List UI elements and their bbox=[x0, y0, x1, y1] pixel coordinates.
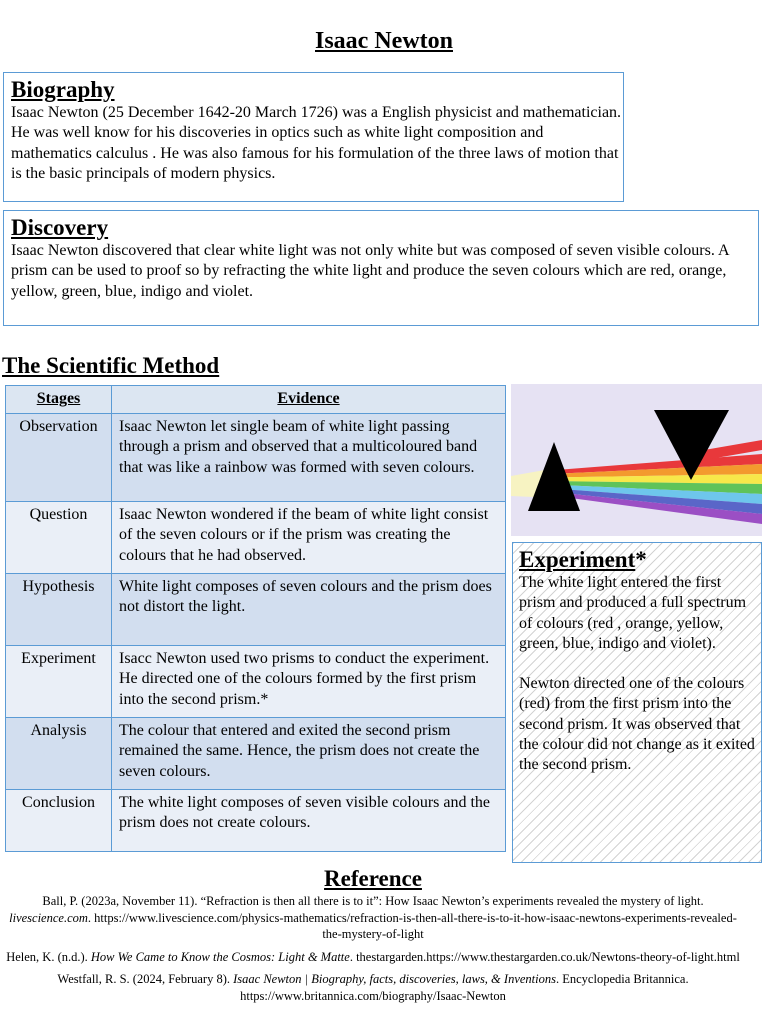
discovery-section bbox=[3, 210, 759, 326]
discovery-text: Isaac Newton discovered that clear white light was not only white but was composed of seven visible colours. A prism can be used to proof so by refracting the white light and produce the seven colours which are red, orange, yellow, green, blue, indigo and violet. bbox=[11, 242, 729, 300]
experiment-section bbox=[512, 542, 762, 863]
reference-text: . thestargarden.https://www.thestargarden.co.uk/Newtons-theory-of-light.html bbox=[349, 949, 740, 964]
reference-source-title: livescience.com bbox=[9, 910, 88, 925]
table-row bbox=[6, 502, 506, 574]
table-row bbox=[6, 646, 506, 718]
experiment-paragraph-2: Newton directed one of the colours (red) from the first prism into the second prism. It was observed that the colour did not change as it exited the second prism. bbox=[519, 675, 755, 774]
table-row bbox=[6, 790, 506, 852]
stage-cell: Hypothesis bbox=[6, 574, 112, 646]
column-header-evidence: Evidence bbox=[112, 386, 506, 414]
reference-item bbox=[6, 893, 740, 943]
experiment-heading-text: Experiment bbox=[519, 547, 636, 572]
biography-heading: Biography bbox=[11, 77, 115, 102]
reference-item bbox=[6, 971, 740, 1004]
scientific-method-table bbox=[5, 385, 506, 852]
reference-text: Westfall, R. S. (2024, February 8). bbox=[57, 972, 234, 987]
reference-text: Ball, P. (2023a, November 11). “Refraction is then all there is to it”: How Isaac Newton’s experiments revealed the mystery of light. bbox=[42, 894, 704, 908]
page-title: Isaac Newton bbox=[315, 28, 453, 54]
column-header-stages: Stages bbox=[6, 386, 112, 414]
biography-section bbox=[3, 72, 624, 202]
biography-text: Isaac Newton (25 December 1642-20 March 1726) was a English physicist and mathematician. He was well know for his discoveries in optics such as white light composition and mathematics calculus . He was also famous for his formulation of the three laws of motion that is the basic principals of modern physics. bbox=[11, 104, 622, 182]
reference-source-title: Isaac Newton | Biography, facts, discoveries, laws, & Inventions bbox=[233, 972, 556, 987]
stage-cell: Conclusion bbox=[6, 790, 112, 852]
stage-cell: Observation bbox=[6, 414, 112, 502]
reference-text: Helen, K. (n.d.). bbox=[6, 949, 91, 964]
scientific-method-heading: The Scientific Method bbox=[2, 353, 220, 378]
reference-list bbox=[6, 893, 740, 1011]
stage-cell: Experiment bbox=[6, 646, 112, 718]
reference-heading: Reference bbox=[324, 866, 422, 891]
reference-item bbox=[6, 949, 740, 966]
table-row bbox=[6, 574, 506, 646]
evidence-cell: Isacc Newton used two prisms to conduct the experiment. He directed one of the colours formed by the first prism into the second prism.* bbox=[112, 646, 506, 718]
evidence-cell: The colour that entered and exited the second prism remained the same. Hence, the prism does not create the seven colours. bbox=[112, 718, 506, 790]
reference-text: . https://www.livescience.com/physics-mathematics/refraction-is-then-all-there-is-to-it-how-isaac-newtons-experiments-revealed-the-mystery-of-light bbox=[87, 910, 737, 942]
reference-source-title: How We Came to Know the Cosmos: Light & Matte bbox=[90, 949, 350, 964]
table-header-row bbox=[6, 386, 506, 414]
experiment-heading bbox=[519, 547, 757, 573]
stage-cell: Analysis bbox=[6, 718, 112, 790]
table-row bbox=[6, 414, 506, 502]
reference-text: . Encyclopedia Britannica. https://www.britannica.com/biography/Isaac-Newton bbox=[240, 972, 689, 1003]
prism-diagram bbox=[511, 384, 762, 536]
table-row bbox=[6, 718, 506, 790]
evidence-cell: Isaac Newton wondered if the beam of white light consist of the seven colours or if the prism was creating the colours that he had observed. bbox=[112, 502, 506, 574]
experiment-paragraph-1: The white light entered the first prism and produced a full spectrum of colours (red , orange, yellow, green, blue, indigo and violet). bbox=[519, 574, 747, 652]
evidence-cell: Isaac Newton let single beam of white light passing through a prism and observed that a multicoloured band that was like a rainbow was formed with seven colours. bbox=[112, 414, 506, 502]
experiment-heading-marker: * bbox=[635, 547, 647, 572]
discovery-heading: Discovery bbox=[11, 215, 109, 240]
evidence-cell: The white light composes of seven visible colours and the prism does not create colours. bbox=[112, 790, 506, 852]
evidence-cell: White light composes of seven colours and the prism does not distort the light. bbox=[112, 574, 506, 646]
prism-illustration bbox=[511, 384, 762, 536]
stage-cell: Question bbox=[6, 502, 112, 574]
spectrum-bands bbox=[556, 440, 762, 524]
